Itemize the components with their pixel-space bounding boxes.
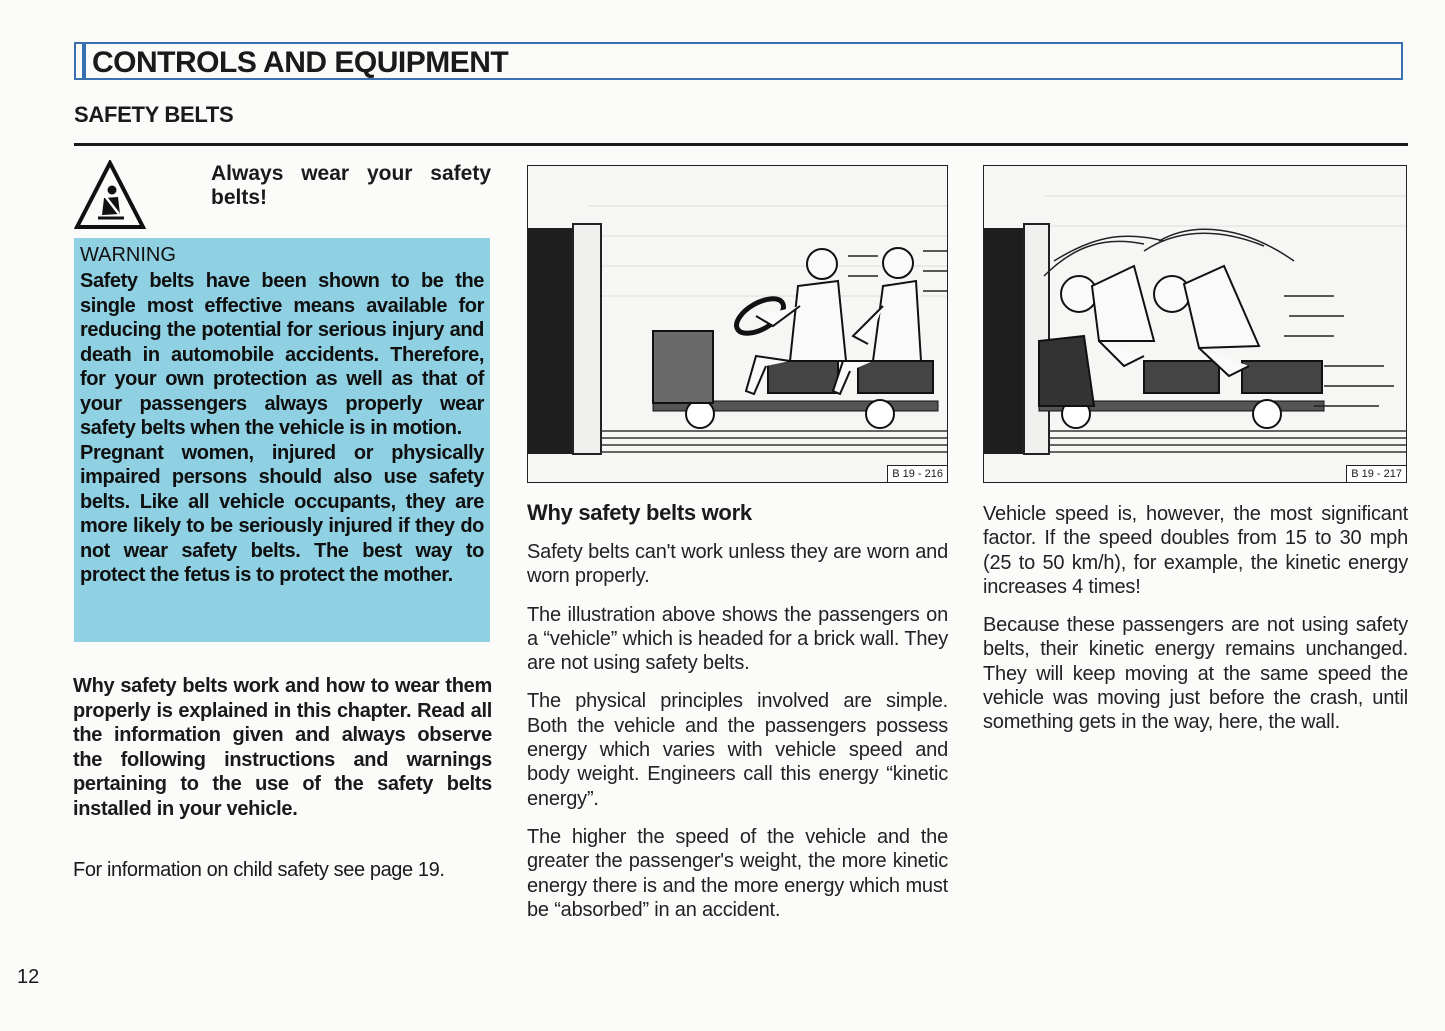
crash-drawing: [984, 166, 1406, 482]
warning-box: [74, 238, 490, 642]
body-paragraph: Safety belts can't work unless they are worn and worn properly.: [527, 541, 948, 588]
section-header: [74, 42, 1403, 80]
body-paragraph: Vehicle speed is, however, the most significant factor. If the speed doubles from 15 to 30 mph (25 to 50 km/h), for example, the kinetic energy increases 4 times!: [983, 503, 1408, 598]
body-paragraph: Because these passengers are not using safety belts, their kinetic energy remains unchanged. They will keep moving at the same speed the vehicle was moving just before the crash, until something gets in the way, here, the wall.: [983, 614, 1408, 734]
warning-title: WARNING: [80, 244, 176, 266]
warning-paragraph: Pregnant women, injured or physically impaired persons should also use safety belts. Like all vehicle occupants, they are more likely to be seriously injured if they do not wear safety belts. The best way to protect the fetus is to protect the mother.: [80, 441, 484, 586]
body-paragraph: The higher the speed of the vehicle and the greater the passenger's weight, the more kinetic energy there is and the more energy which must be “absorbed” in an accident.: [527, 825, 948, 921]
page-subtitle: SAFETY BELTS: [74, 102, 234, 127]
seatbelt-warning-triangle-icon: [74, 160, 146, 230]
page-number: 12: [17, 966, 40, 988]
column-heading: Why safety belts work: [527, 500, 752, 525]
before-crash-drawing: [528, 166, 947, 482]
chapter-intro: Why safety belts work and how to wear them properly is explained in this chapter. Read all the information given and always observe the following instructions and warnings pertaining to the use of the safety belts installed in your vehicle.: [73, 675, 492, 820]
figure-label: B 19 - 216: [887, 465, 947, 482]
header-accent-bar: [82, 44, 86, 78]
warning-paragraph: Safety belts have been shown to be the single most effective means available for reducing the potential for serious injury and death in automobile accidents. Therefore, for your own protection as well as that of your passengers always properly wear safety belts when the vehicle is in motion.: [80, 270, 484, 439]
child-safety-note: For information on child safety see page 19.: [73, 859, 445, 881]
column2-body: [527, 540, 948, 936]
illustration-crash: [983, 165, 1407, 483]
figure-label: B 19 - 217: [1346, 465, 1406, 482]
column3-body: [983, 502, 1408, 749]
divider-rule: [74, 143, 1408, 146]
section-title: CONTROLS AND EQUIPMENT: [92, 44, 516, 78]
illustration-before-crash: [527, 165, 948, 483]
body-paragraph: The physical principles involved are simple. Both the vehicle and the passengers possess energy which varies with vehicle speed and body weight. Engineers call this energy “kinetic energy”.: [527, 690, 948, 810]
body-paragraph: The illustration above shows the passengers on a “vehicle” which is headed for a brick wall. They are not using safety belts.: [527, 603, 948, 675]
warning-intro: Always wear your safety belts!: [211, 162, 491, 209]
